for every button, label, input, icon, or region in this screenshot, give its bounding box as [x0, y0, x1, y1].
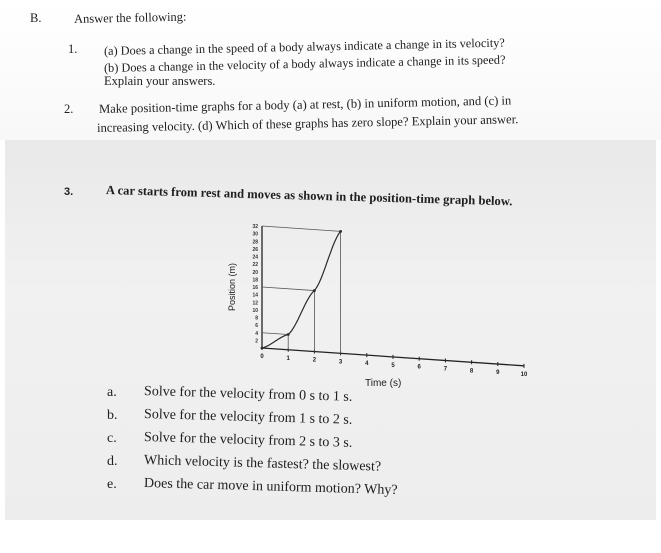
x-tick-label: 5 [391, 362, 395, 369]
q3-part-letter: e. [107, 477, 117, 492]
x-axis-label: Time (s) [365, 378, 402, 389]
y-tick-label: 22 [252, 262, 258, 269]
position-time-chart [200, 220, 540, 400]
q3-part-letter: b. [107, 408, 118, 423]
y-tick-label: 4 [255, 330, 258, 337]
y-tick-label: 30 [252, 231, 258, 238]
x-tick-label: 0 [260, 354, 264, 360]
x-tick-label: 7 [443, 366, 448, 373]
q3-part-text: Solve for the velocity from 0 s to 1 s. [143, 384, 353, 405]
q3-part-text: Which velocity is the fastest? the slowest? [143, 453, 382, 475]
y-tick-label: 2 [255, 338, 258, 345]
y-tick-label: 10 [252, 307, 258, 314]
q3-prompt: A car starts from rest and moves as shown in the position-time graph below. [105, 183, 513, 209]
q3-part-text: Solve for the velocity from 1 s to 2 s. [143, 407, 353, 428]
y-tick-label: 32 [252, 224, 258, 230]
y-tick-label: 24 [252, 254, 258, 261]
guide-line-horizontal [262, 287, 314, 291]
y-tick-label: 8 [255, 315, 258, 322]
y-tick-label: 18 [252, 277, 258, 284]
section-letter: B. [30, 11, 42, 25]
section-heading: Answer the following: [73, 9, 187, 26]
guide-line-horizontal [262, 226, 341, 231]
q1-line-a: (a) Does a change in the speed of a body always indicate a change in its velocity? [103, 35, 505, 58]
q3-part-letter: c. [107, 431, 117, 446]
x-tick-label: 6 [417, 364, 421, 371]
guide-line-horizontal [262, 333, 288, 335]
y-tick-label: 16 [252, 285, 258, 291]
q2-line-a: Make position-time graphs for a body (a) at rest, (b) in uniform motion, and (c) in [98, 93, 512, 116]
photo-page-section [5, 140, 656, 520]
x-tick-label: 3 [338, 359, 343, 366]
top-page-section [0, 0, 661, 140]
q3-part-text: Solve for the velocity from 2 s to 3 s. [143, 430, 353, 451]
q1-line-b: (b) Does a change in the velocity of a body always indicate a change in its speed? [103, 52, 506, 75]
y-tick-label: 26 [252, 246, 258, 253]
q3-part-text: Does the car move in uniform motion? Why? [143, 476, 398, 499]
q3-part-letter: d. [107, 454, 118, 469]
q2-number: 2. [64, 102, 74, 116]
q3-part-letter: a. [107, 385, 117, 400]
x-tick-label: 2 [312, 357, 317, 364]
x-tick-label: 1 [286, 355, 290, 362]
x-tick-label: 9 [496, 370, 500, 377]
x-tick-label: 8 [469, 368, 474, 375]
y-tick-label: 12 [252, 300, 258, 307]
q1-number: 1. [68, 42, 78, 56]
y-tick-label: 20 [252, 269, 258, 276]
q1-line-c: Explain your answers. [104, 74, 216, 88]
x-tick-label: 10 [520, 371, 528, 378]
q3-number: 3. [64, 186, 74, 198]
y-axis-label: Position (m) [227, 262, 237, 312]
y-tick-label: 6 [255, 323, 258, 330]
y-tick-label: 28 [252, 239, 258, 246]
q2-line-b: increasing velocity. (d) Which of these graphs has zero slope? Explain your answer. [96, 112, 519, 135]
x-tick-label: 4 [365, 361, 369, 368]
y-tick-label: 14 [252, 292, 258, 299]
